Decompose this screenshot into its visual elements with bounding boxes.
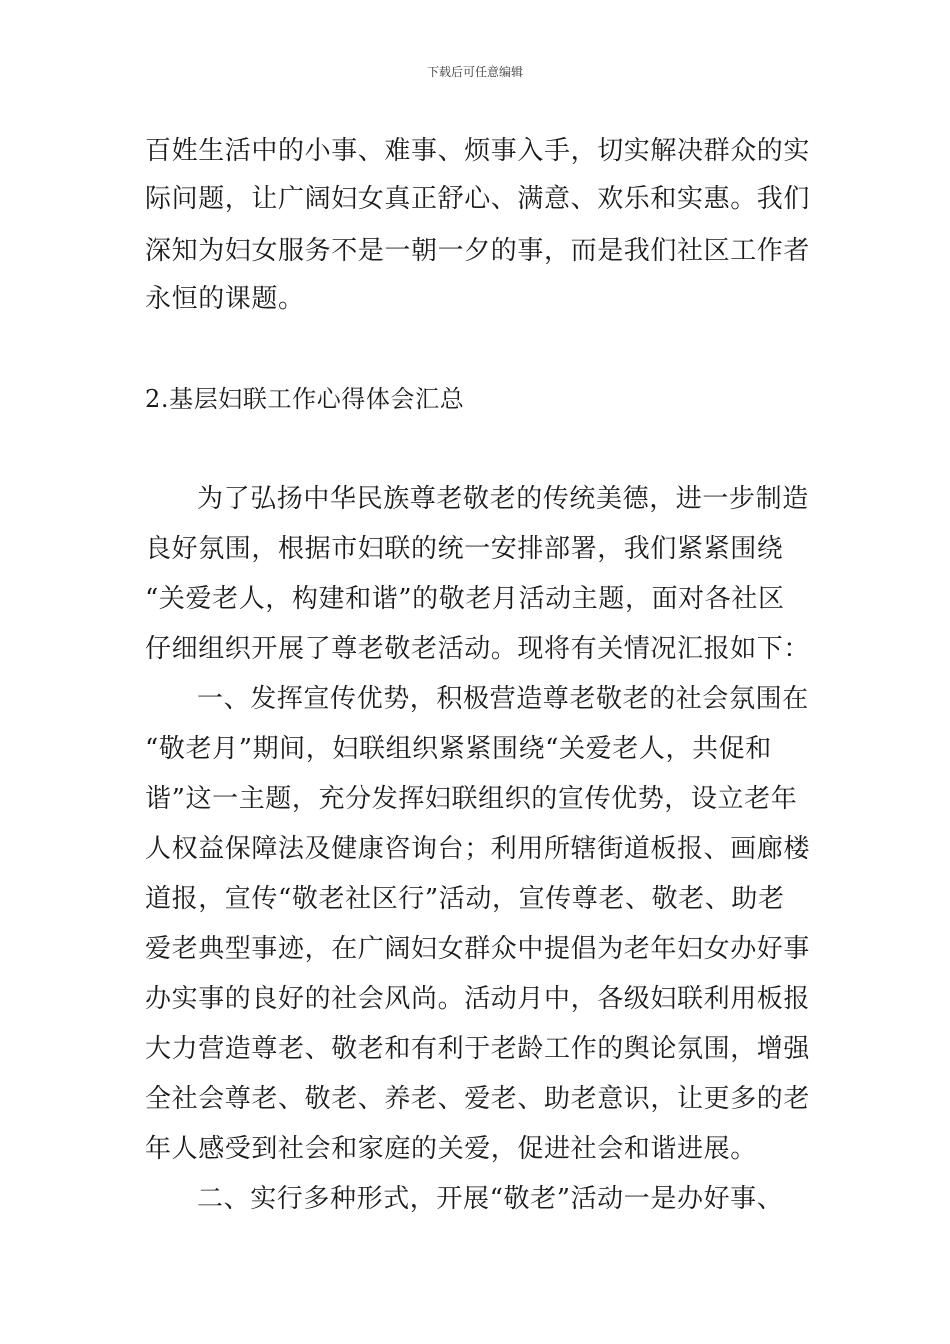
- paragraph-line: 永恒的课题。: [145, 284, 305, 314]
- paragraph-line: 办实事的良好的社会风尚。活动月中，各级妇联利用板报: [145, 984, 811, 1014]
- paragraph-line: 全社会尊老、敬老、养老、爱老、助老意识，让更多的老: [145, 1084, 811, 1114]
- paragraph-line: 人权益保障法及健康咨询台；利用所辖街道板报、画廊楼: [145, 834, 811, 864]
- paragraph-line: 良好氛围，根据市妇联的统一安排部署，我们紧紧围绕: [145, 534, 784, 564]
- paragraph-line: “敬老月”期间，妇联组织紧紧围绕“关爱老人，共促和: [145, 734, 772, 764]
- paragraph-line: 爱老典型事迹，在广阔妇女群众中提倡为老年妇女办好事: [145, 934, 811, 964]
- section-heading: 2.基层妇联工作心得体会汇总: [145, 385, 465, 413]
- paragraph-line: 谐”这一主题，充分发挥妇联组织的宣传优势，设立老年: [145, 784, 798, 814]
- paragraph-line: 一、发挥宣传优势，积极营造尊老敬老的社会氛围在: [197, 684, 809, 714]
- paragraph-line: 为了弘扬中华民族尊老敬老的传统美德，进一步制造: [197, 484, 809, 514]
- paragraph-line: 年人感受到社会和家庭的关爱，促进社会和谐进展。: [145, 1134, 757, 1164]
- paragraph-line: 大力营造尊老、敬老和有利于老龄工作的舆论氛围，增强: [145, 1034, 811, 1064]
- paragraph-line: 仔细组织开展了尊老敬老活动。现将有关情况汇报如下：: [145, 634, 811, 664]
- paragraph-line: 道报，宣传“敬老社区行”活动，宣传尊老、敬老、助老: [145, 884, 785, 914]
- paragraph-line: 百姓生活中的小事、难事、烦事入手，切实解决群众的实: [145, 136, 811, 166]
- page-header: 下载后可任意编辑: [426, 65, 523, 79]
- paragraph-line: “关爱老人，构建和谐”的敬老月活动主题，面对各社区: [145, 584, 785, 614]
- paragraph-line: 际问题，让广阔妇女真正舒心、满意、欢乐和实惠。我们: [145, 184, 811, 214]
- paragraph-line: 深知为妇女服务不是一朝一夕的事，而是我们社区工作者: [145, 236, 811, 266]
- paragraph-line: 二、实行多种形式，开展“敬老”活动一是办好事、: [197, 1184, 784, 1214]
